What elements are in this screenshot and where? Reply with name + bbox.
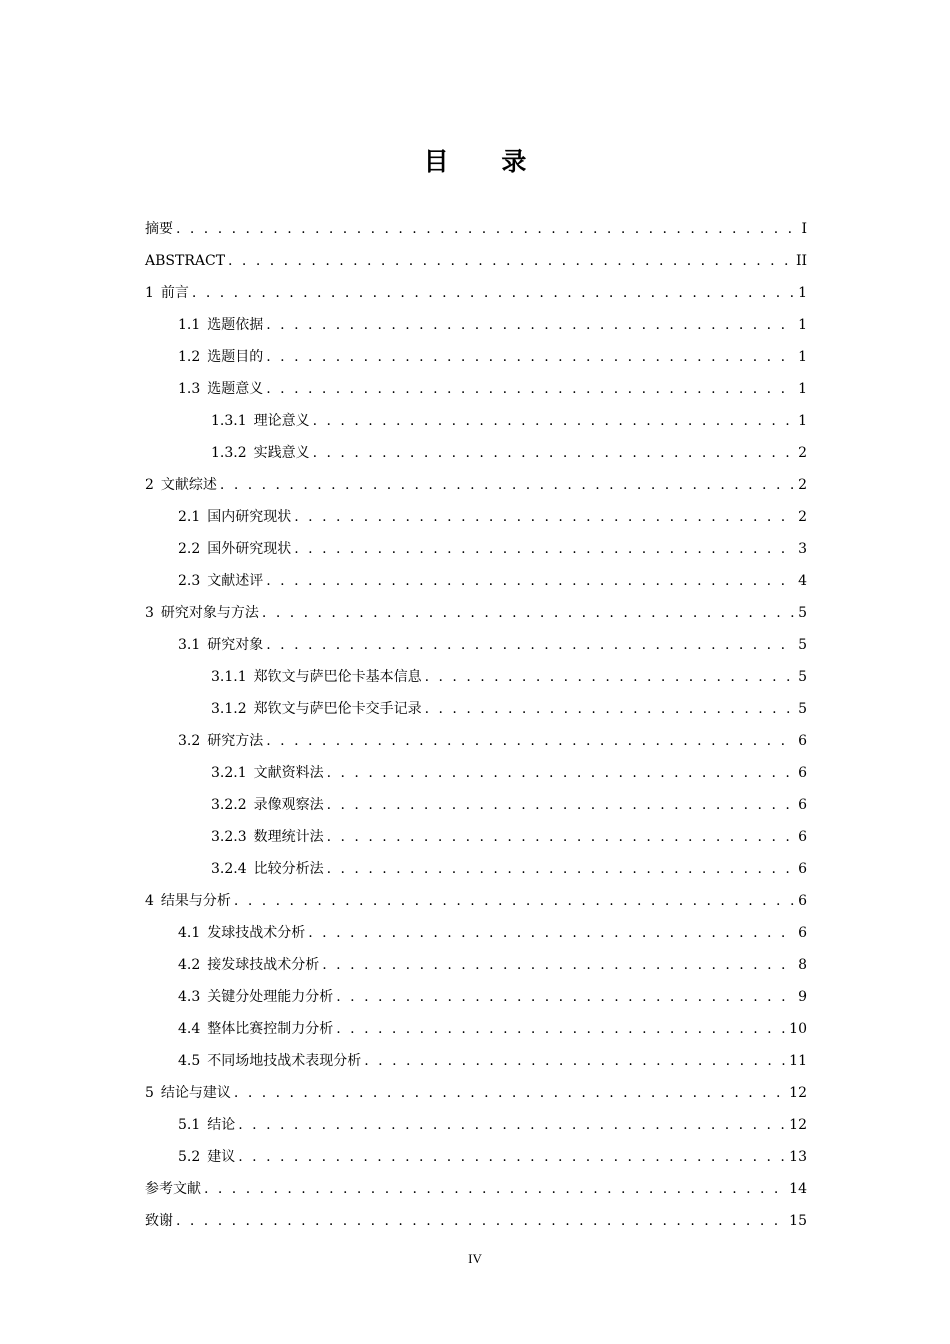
page-number: IV <box>468 1251 482 1266</box>
toc-leader-dots <box>327 828 795 846</box>
toc-entry-title: 国内研究现状 <box>207 509 292 525</box>
toc-entry-1-3-1[interactable] <box>145 398 807 430</box>
toc-leader-dots <box>294 508 795 526</box>
toc-entry-2[interactable] <box>145 462 807 494</box>
toc-entry-page: 12 <box>789 1117 807 1133</box>
toc-entry-number: 5.1 <box>178 1117 201 1133</box>
toc-entry-4-5[interactable] <box>145 1038 807 1070</box>
toc-entry-number: 3 <box>145 605 154 621</box>
toc-entry-page: 6 <box>798 829 807 845</box>
toc-leader-dots <box>336 988 795 1006</box>
toc-leader-dots <box>238 1148 786 1166</box>
toc-leader-dots <box>336 1020 786 1038</box>
toc-entry-title: 实践意义 <box>253 445 310 461</box>
toc-entry-number: 1.3 <box>178 381 201 397</box>
toc-entry-title: 参考文献 <box>145 1181 201 1197</box>
toc-entry-number: 1.1 <box>178 317 201 333</box>
toc-entry-page: 8 <box>798 957 807 973</box>
toc-entry-2-3[interactable] <box>145 558 807 590</box>
toc-entry-number: 2.3 <box>178 573 201 589</box>
toc-entry-page: 6 <box>798 893 807 909</box>
toc-entry-title: 研究方法 <box>207 733 264 749</box>
toc-entry-title: 关键分处理能力分析 <box>207 989 334 1005</box>
toc-entry-title: 数理统计法 <box>253 829 324 845</box>
toc-entry-acknowledgements[interactable] <box>145 1198 807 1230</box>
toc-entry-number: 4 <box>145 893 154 909</box>
toc-entry-title: 结论与建议 <box>160 1085 231 1101</box>
toc-leader-dots <box>266 572 795 590</box>
toc-entry-5[interactable] <box>145 1070 807 1102</box>
toc-entry-page: 1 <box>798 317 807 333</box>
toc-entry-number: 4.3 <box>178 989 201 1005</box>
toc-entry-title: 郑钦文与萨巴伦卡基本信息 <box>253 669 422 685</box>
toc-leader-dots <box>266 380 795 398</box>
toc-entry-page: 5 <box>798 637 807 653</box>
toc-entry-title: 不同场地技战术表现分析 <box>207 1053 362 1069</box>
toc-entry-3[interactable] <box>145 590 807 622</box>
toc-leader-dots <box>313 412 795 430</box>
toc-entry-3-1-2[interactable] <box>145 686 807 718</box>
toc-entry-page: 6 <box>798 733 807 749</box>
toc-leader-dots <box>266 636 795 654</box>
toc-leader-dots <box>192 284 795 302</box>
toc-leader-dots <box>204 1180 786 1198</box>
toc-leader-dots <box>176 220 798 238</box>
toc-entry-title: 文献述评 <box>207 573 264 589</box>
toc-leader-dots <box>327 860 795 878</box>
toc-entry-page: 5 <box>798 669 807 685</box>
toc-entry-page: 2 <box>798 445 807 461</box>
toc-entry-number: 3.1.2 <box>211 701 247 717</box>
toc-entry-page: 6 <box>798 925 807 941</box>
toc-entry-page: 1 <box>798 285 807 301</box>
toc-entry-4-3[interactable] <box>145 974 807 1006</box>
toc-leader-dots <box>364 1052 786 1070</box>
toc-leader-dots <box>234 1084 786 1102</box>
toc-leader-dots <box>228 252 793 270</box>
toc-entry-page: 5 <box>798 701 807 717</box>
toc-leader-dots <box>266 732 795 750</box>
toc-entry-title: 郑钦文与萨巴伦卡交手记录 <box>253 701 422 717</box>
toc-entry-title: 文献综述 <box>160 477 217 493</box>
toc-entry-number: 4.4 <box>178 1021 201 1037</box>
toc-entry-number: 3.2 <box>178 733 201 749</box>
toc-leader-dots <box>425 668 795 686</box>
toc-leader-dots <box>425 700 795 718</box>
toc-entry-title: 研究对象与方法 <box>160 605 259 621</box>
toc-entry-number: 1.2 <box>178 349 201 365</box>
toc-leader-dots <box>238 1116 786 1134</box>
toc-entry-number: 3.1 <box>178 637 201 653</box>
toc-entry-1-1[interactable] <box>145 302 807 334</box>
toc-entry-page: 1 <box>798 413 807 429</box>
toc-entry-4[interactable] <box>145 878 807 910</box>
toc-entry-page: 11 <box>789 1053 807 1069</box>
toc-leader-dots <box>313 444 795 462</box>
toc-entry-title: 发球技战术分析 <box>207 925 306 941</box>
toc-leader-dots <box>294 540 795 558</box>
toc-entry-3-1-1[interactable] <box>145 654 807 686</box>
toc-entry-title: 结果与分析 <box>160 893 231 909</box>
toc-entry-page: 15 <box>789 1213 807 1229</box>
toc-entry-number: 3.1.1 <box>211 669 247 685</box>
toc-entry-4-4[interactable] <box>145 1006 807 1038</box>
toc-entry-2-2[interactable] <box>145 526 807 558</box>
toc-entry-page: 2 <box>798 509 807 525</box>
toc-entry-3-2-4[interactable] <box>145 846 807 878</box>
toc-entry-page: 13 <box>789 1149 807 1165</box>
toc-entry-page: 4 <box>798 573 807 589</box>
toc-entry-title: 研究对象 <box>207 637 264 653</box>
toc-entry-number: 3.2.4 <box>211 861 247 877</box>
toc-entry-title: 整体比赛控制力分析 <box>207 1021 334 1037</box>
toc-entry-1-3[interactable] <box>145 366 807 398</box>
toc-entry-title: 摘要 <box>145 221 173 237</box>
toc-entry-page: 6 <box>798 797 807 813</box>
toc-entry-1-3-2[interactable] <box>145 430 807 462</box>
toc-entry-title: 致谢 <box>145 1213 173 1229</box>
toc-entry-page: 2 <box>798 477 807 493</box>
toc-entry-2-1[interactable] <box>145 494 807 526</box>
toc-entry-number: 4.5 <box>178 1053 201 1069</box>
toc-leader-dots <box>322 956 795 974</box>
toc-leader-dots <box>176 1212 786 1230</box>
toc-leader-dots <box>266 348 795 366</box>
toc-entry-title: 建议 <box>207 1149 236 1165</box>
toc-entry-number: 2.1 <box>178 509 201 525</box>
toc-entry-abstract-cn[interactable] <box>145 206 807 238</box>
toc-entry-abstract-en[interactable] <box>145 238 807 270</box>
toc-entry-number: 1.3.2 <box>211 445 247 461</box>
toc-leader-dots <box>308 924 795 942</box>
toc-entry-title: 选题依据 <box>207 317 264 333</box>
toc-entry-1[interactable] <box>145 270 807 302</box>
toc-entry-4-1[interactable] <box>145 910 807 942</box>
toc-entry-title: 文献资料法 <box>253 765 324 781</box>
toc-entry-title: 前言 <box>160 285 189 301</box>
toc-entry-3-1[interactable] <box>145 622 807 654</box>
toc-entry-page: 6 <box>798 861 807 877</box>
toc-entry-page: 6 <box>798 765 807 781</box>
toc-entry-page: 1 <box>798 349 807 365</box>
toc-leader-dots <box>327 796 795 814</box>
toc-entry-title: ABSTRACT <box>145 253 226 269</box>
toc-entry-5-1[interactable] <box>145 1102 807 1134</box>
toc-entry-3-2-2[interactable] <box>145 782 807 814</box>
toc-entry-page: I <box>801 221 807 237</box>
toc-entry-title: 选题目的 <box>207 349 264 365</box>
toc-entry-references[interactable] <box>145 1166 807 1198</box>
toc-entry-number: 5.2 <box>178 1149 201 1165</box>
toc-entry-page: 3 <box>798 541 807 557</box>
toc-entry-number: 3.2.3 <box>211 829 247 845</box>
toc-entry-number: 3.2.2 <box>211 797 247 813</box>
toc-entry-title: 国外研究现状 <box>207 541 292 557</box>
toc-entry-3-2[interactable] <box>145 718 807 750</box>
toc-entry-page: 1 <box>798 381 807 397</box>
toc-entry-page: II <box>795 253 807 269</box>
toc-leader-dots <box>266 316 795 334</box>
toc-entry-number: 4.2 <box>178 957 201 973</box>
table-of-contents <box>145 206 807 1230</box>
toc-entry-page: 5 <box>798 605 807 621</box>
toc-leader-dots <box>262 604 795 622</box>
toc-entry-page: 9 <box>798 989 807 1005</box>
toc-entry-title: 理论意义 <box>253 413 310 429</box>
toc-entry-number: 1 <box>145 285 154 301</box>
toc-entry-number: 2.2 <box>178 541 201 557</box>
toc-entry-number: 5 <box>145 1085 154 1101</box>
toc-entry-title: 录像观察法 <box>253 797 324 813</box>
toc-entry-number: 1.3.1 <box>211 413 247 429</box>
toc-entry-title: 选题意义 <box>207 381 264 397</box>
toc-entry-4-2[interactable] <box>145 942 807 974</box>
toc-entry-1-2[interactable] <box>145 334 807 366</box>
toc-leader-dots <box>234 892 795 910</box>
toc-entry-number: 4.1 <box>178 925 201 941</box>
page-title: 目 录 <box>423 147 549 176</box>
toc-entry-title: 比较分析法 <box>253 861 324 877</box>
toc-entry-3-2-3[interactable] <box>145 814 807 846</box>
toc-entry-3-2-1[interactable] <box>145 750 807 782</box>
toc-leader-dots <box>220 476 795 494</box>
toc-leader-dots <box>327 764 795 782</box>
toc-entry-page: 12 <box>789 1085 807 1101</box>
toc-entry-title: 结论 <box>207 1117 236 1133</box>
toc-entry-page: 10 <box>789 1021 807 1037</box>
toc-entry-number: 2 <box>145 477 154 493</box>
toc-entry-number: 3.2.1 <box>211 765 247 781</box>
toc-entry-title: 接发球技战术分析 <box>207 957 320 973</box>
toc-entry-5-2[interactable] <box>145 1134 807 1166</box>
toc-entry-page: 14 <box>789 1181 807 1197</box>
